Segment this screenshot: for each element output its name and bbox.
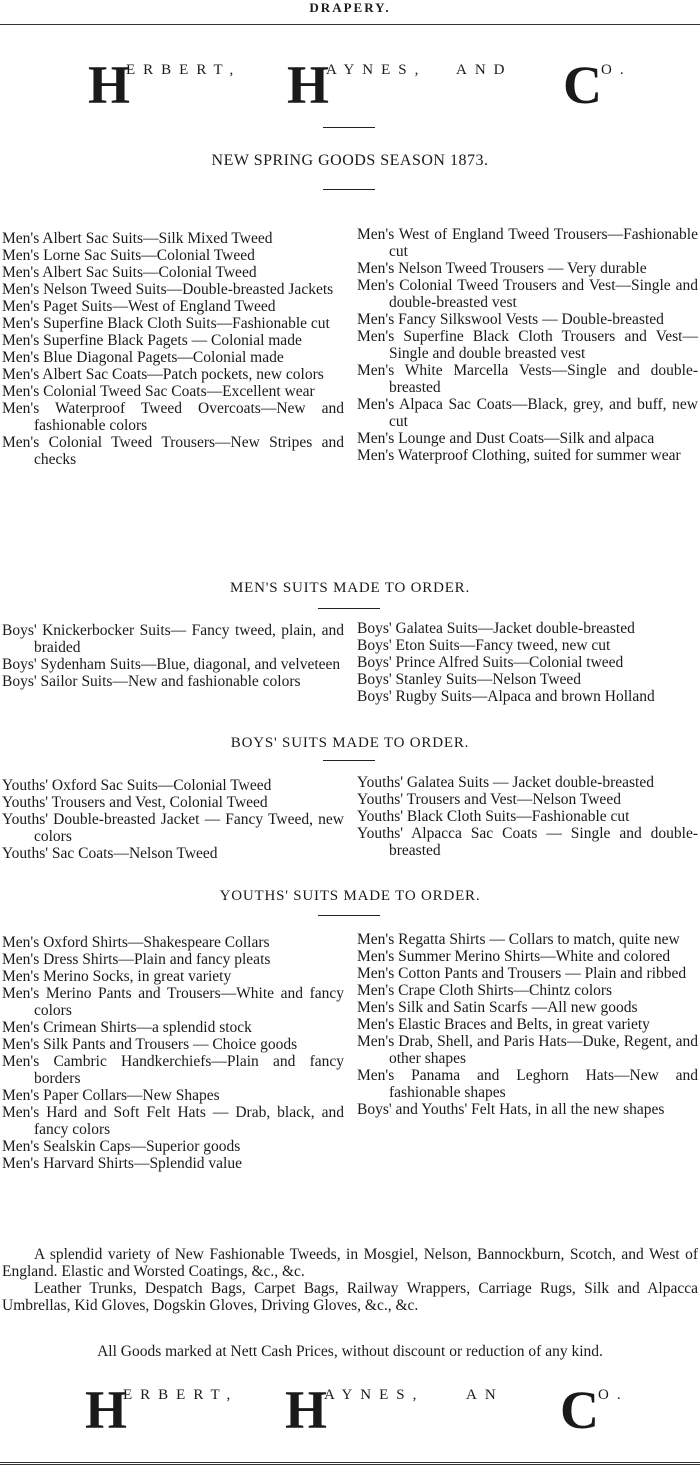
firm-co-rest: O. — [601, 62, 632, 78]
divider — [323, 760, 375, 761]
list-item: Boys' Eton Suits—Fancy tweed, new cut — [357, 637, 611, 654]
shirts-hats-right-list — [357, 931, 698, 1118]
list-item: Men's Dress Shirts—Plain and fancy pleats — [2, 951, 271, 968]
list-item: Men's Lounge and Dust Coats—Silk and alpaca — [357, 430, 655, 447]
youths-suits-left-list — [2, 777, 344, 862]
divider — [318, 608, 380, 609]
list-item: Men's Nelson Tweed Trousers — Very durable — [357, 260, 647, 277]
list-item: Men's Nelson Tweed Suits—Double-breasted Jackets — [2, 281, 334, 298]
list-item: Men's Alpaca Sac Coats—Black, grey, and buff, new cut — [357, 396, 698, 430]
list-item: Men's Elastic Braces and Belts, in great variety — [357, 1016, 650, 1033]
season-title: NEW SPRING GOODS SEASON 1873. — [211, 152, 489, 169]
list-item: Men's Waterproof Clothing, suited for summer wear — [357, 447, 681, 464]
boys-suits-right-list — [357, 620, 698, 705]
divider — [318, 915, 380, 916]
footer-co-rest: O. — [598, 1387, 629, 1403]
list-item: Men's Paget Suits—West of England Tweed — [2, 298, 276, 315]
divider — [323, 189, 375, 190]
list-item: Men's Colonial Tweed Sac Coats—Excellent wear — [2, 383, 315, 400]
list-item: Men's Crape Cloth Shirts—Chintz colors — [357, 982, 613, 999]
nett-cash-notice: All Goods marked at Nett Cash Prices, without discount or reduction of any kind. — [97, 1343, 603, 1360]
list-item: Men's Cotton Pants and Trousers — Plain and ribbed — [357, 965, 687, 982]
firm-and: AND — [456, 62, 513, 78]
list-item: Youths' Trousers and Vest—Nelson Tweed — [357, 791, 621, 808]
list-item: Boys' Knickerbocker Suits— Fancy tweed, plain, and braided — [2, 622, 344, 656]
firm-co-initial: C — [563, 55, 602, 115]
list-item: Boys' Rugby Suits—Alpaca and brown Holland — [357, 688, 655, 705]
footer-co-initial: C — [560, 1380, 599, 1440]
list-item: Men's Harvard Shirts—Splendid value — [2, 1155, 242, 1172]
list-item: Men's Merino Socks, in great variety — [2, 968, 232, 985]
list-item: Men's Hard and Soft Felt Hats — Drab, black, and fancy colors — [2, 1104, 344, 1138]
list-item: Boys' and Youths' Felt Hats, in all the new shapes — [357, 1101, 665, 1118]
divider — [323, 127, 375, 128]
list-item: Men's Waterproof Tweed Overcoats—New and fashionable colors — [2, 400, 344, 434]
list-item: Men's Drab, Shell, and Paris Hats—Duke, Regent, and other shapes — [357, 1033, 698, 1067]
list-item: Men's Sealskin Caps—Superior goods — [2, 1138, 241, 1155]
footer-haynes-initial: H — [285, 1380, 328, 1440]
closing-paragraphs — [2, 1246, 698, 1314]
list-item: Boys' Sailor Suits—New and fashionable colors — [2, 673, 301, 690]
list-item: Boys' Prince Alfred Suits—Colonial tweed — [357, 654, 624, 671]
firm-haynes-rest: AYNES, — [326, 62, 427, 78]
list-item: Boys' Galatea Suits—Jacket double-breasted — [357, 620, 635, 637]
list-item: Men's Albert Sac Suits—Colonial Tweed — [2, 264, 257, 281]
firm-herbert-rest: ERBERT, — [126, 62, 242, 78]
luggage-paragraph: Leather Trunks, Despatch Bags, Carpet Bags, Railway Wrappers, Carriage Rugs, Silk and Alpacca Umbrellas, Kid Gloves, Dogskin Gloves, Driving Gloves, &c., &c. — [2, 1280, 698, 1314]
list-item: Youths' Sac Coats—Nelson Tweed — [2, 845, 218, 862]
bottom-rule — [0, 1462, 700, 1465]
list-item: Men's Silk and Satin Scarfs —All new goods — [357, 999, 638, 1016]
footer-herbert-initial: H — [85, 1380, 128, 1440]
firm-name — [0, 55, 700, 115]
top-rule — [0, 24, 700, 25]
list-item: Men's Fancy Silkswool Vests — Double-breasted — [357, 311, 664, 328]
footer-haynes-rest: AYNES, — [324, 1387, 425, 1403]
men-suits-right-list — [357, 226, 698, 464]
list-item: Men's Paper Collars—New Shapes — [2, 1087, 220, 1104]
firm-herbert-initial: H — [88, 55, 131, 115]
list-item: Men's Regatta Shirts — Collars to match, quite new — [357, 931, 680, 948]
list-item: Men's Albert Sac Coats—Patch pockets, new colors — [2, 366, 324, 383]
boys-suits-left-list — [2, 622, 344, 690]
youths-suits-right-list — [357, 774, 698, 859]
list-item: Men's Panama and Leghorn Hats—New and fashionable shapes — [357, 1067, 698, 1101]
list-item: Men's White Marcella Vests—Single and double-breasted — [357, 362, 698, 396]
list-item: Youths' Oxford Sac Suits—Colonial Tweed — [2, 777, 272, 794]
boys-suits-title: BOYS' SUITS MADE TO ORDER. — [230, 735, 470, 751]
shirts-hats-left-list — [2, 934, 344, 1172]
list-item: Men's West of England Tweed Trousers—Fashionable cut — [357, 226, 698, 260]
firm-haynes-initial: H — [287, 55, 330, 115]
list-item: Men's Lorne Sac Suits—Colonial Tweed — [2, 247, 255, 264]
list-item: Youths' Alpacca Sac Coats — Single and double-breasted — [357, 825, 698, 859]
list-item: Men's Cambric Handkerchiefs—Plain and fancy borders — [2, 1053, 344, 1087]
list-item: Men's Superfine Black Cloth Suits—Fashionable cut — [2, 315, 330, 332]
list-item: Youths' Galatea Suits — Jacket double-breasted — [357, 774, 654, 791]
list-item: Men's Summer Merino Shirts—White and colored — [357, 948, 671, 965]
list-item: Men's Albert Sac Suits—Silk Mixed Tweed — [2, 230, 273, 247]
list-item: Men's Colonial Tweed Trousers—New Stripes and checks — [2, 434, 344, 468]
men-suits-left-list — [2, 230, 344, 468]
list-item: Youths' Double-breasted Jacket — Fancy Tweed, new colors — [2, 811, 344, 845]
list-item: Boys' Sydenham Suits—Blue, diagonal, and velveteen — [2, 656, 341, 673]
footer-and: AN — [466, 1387, 504, 1403]
footer-firm-name — [0, 1380, 700, 1440]
men-suits-title: MEN'S SUITS MADE TO ORDER. — [229, 580, 471, 596]
list-item: Youths' Trousers and Vest, Colonial Tweed — [2, 794, 268, 811]
list-item: Men's Colonial Tweed Trousers and Vest—Single and double-breasted vest — [357, 277, 698, 311]
list-item: Boys' Stanley Suits—Nelson Tweed — [357, 671, 582, 688]
tweeds-paragraph: A splendid variety of New Fashionable Tweeds, in Mosgiel, Nelson, Bannockburn, Scotch, and West of England. Elastic and Worsted Coatings, &c., &c. — [2, 1246, 698, 1280]
list-item: Men's Superfine Black Pagets — Colonial made — [2, 332, 302, 349]
list-item: Youths' Black Cloth Suits—Fashionable cut — [357, 808, 630, 825]
list-item: Men's Oxford Shirts—Shakespeare Collars — [2, 934, 270, 951]
list-item: Men's Silk Pants and Trousers — Choice goods — [2, 1036, 298, 1053]
section-heading: DRAPERY. — [309, 0, 391, 15]
list-item: Men's Superfine Black Cloth Trousers and Vest—Single and double breasted vest — [357, 328, 698, 362]
youths-suits-title: YOUTHS' SUITS MADE TO ORDER. — [219, 888, 481, 904]
list-item: Men's Crimean Shirts—a splendid stock — [2, 1019, 252, 1036]
list-item: Men's Blue Diagonal Pagets—Colonial made — [2, 349, 284, 366]
list-item: Men's Merino Pants and Trousers—White and fancy colors — [2, 985, 344, 1019]
footer-herbert-rest: ERBERT, — [123, 1387, 239, 1403]
